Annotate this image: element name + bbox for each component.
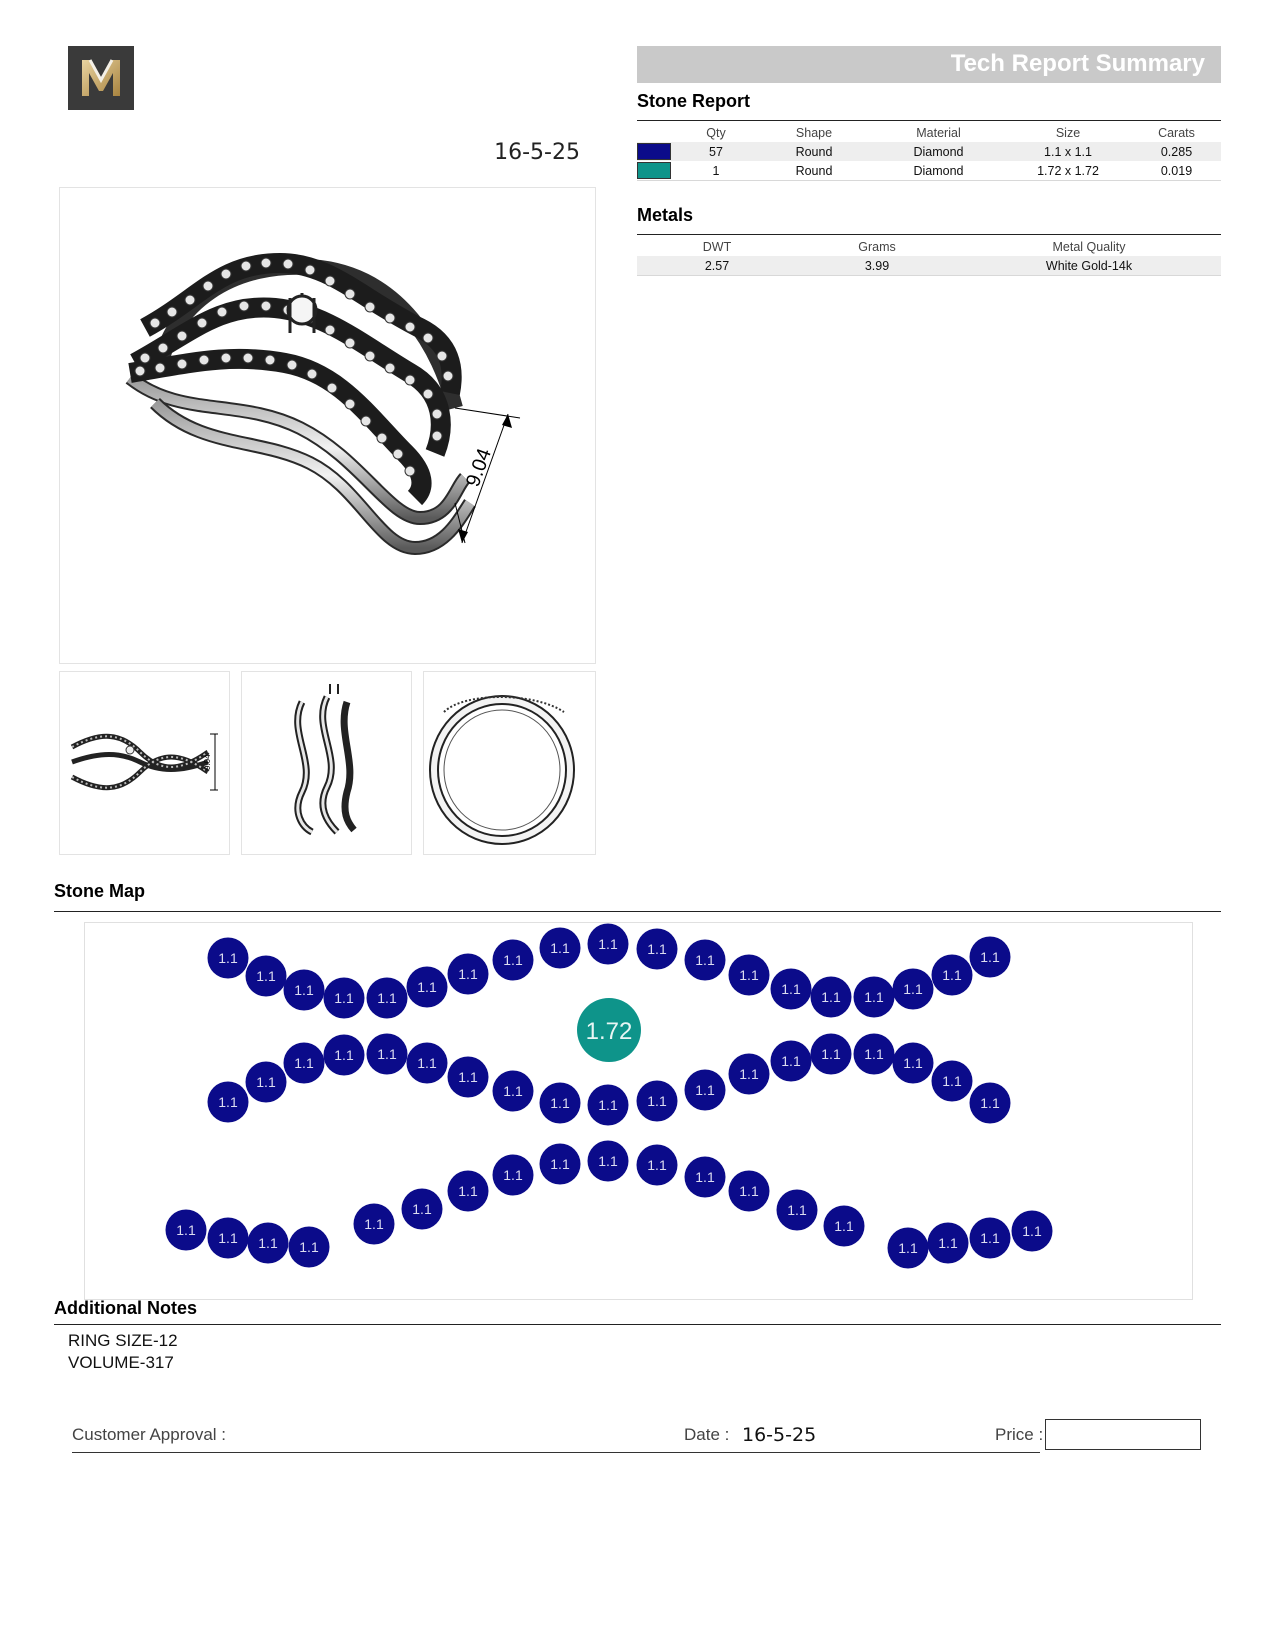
stone-marker-small: [284, 970, 325, 1011]
column-header: Grams: [858, 239, 896, 254]
stone-size-label: 1.1: [417, 979, 437, 995]
stone-size-label: 1.1: [550, 1095, 570, 1111]
stone-marker-small: [928, 1223, 969, 1264]
column-header: Metal Quality: [1052, 239, 1126, 254]
notes-rule: [54, 1324, 1221, 1325]
stone-material: Diamond: [873, 161, 1004, 181]
main-ring-view: [59, 187, 596, 664]
stone-size-label: 1.1: [176, 1222, 196, 1238]
stone-marker-small: [540, 1083, 581, 1124]
stone-marker-small: [771, 969, 812, 1010]
front-view-thumbnail: [59, 671, 230, 855]
report-title: Tech Report Summary: [950, 50, 1205, 77]
stone-marker-small: [811, 1034, 852, 1075]
stone-size-label: 1.1: [980, 949, 1000, 965]
note-ring-size: RING SIZE-12: [68, 1331, 178, 1350]
stone-qty: 1: [677, 161, 755, 181]
stone-marker-small: [932, 1061, 973, 1102]
price-label: Price :: [995, 1425, 1044, 1444]
stone-marker-small: [367, 978, 408, 1019]
stone-size-label: 1.1: [294, 1055, 314, 1071]
stone-color-swatch: [637, 143, 671, 160]
stone-marker-small: [970, 1218, 1011, 1259]
stone-report-table: [637, 123, 1221, 181]
approval-signature-line: [72, 1452, 1040, 1453]
column-header: Qty: [706, 125, 726, 140]
metals-table: [637, 237, 1221, 276]
stone-marker-small: [208, 1082, 249, 1123]
stone-marker-small: [208, 938, 249, 979]
metals-heading: Metals: [637, 205, 694, 225]
stone-size-label: 1.1: [598, 1153, 618, 1169]
stone-marker-small: [407, 1043, 448, 1084]
stone-marker-small: [248, 1223, 289, 1264]
stone-size-label: 1.1: [458, 1069, 478, 1085]
stone-size-label: 1.1: [412, 1201, 432, 1217]
side-view-thumbnail: [241, 671, 412, 855]
stone-size: 1.1 x 1.1: [1004, 142, 1132, 161]
column-header: Shape: [795, 125, 833, 140]
main-dimension-label: 9.04: [462, 445, 497, 490]
stone-map-diagram: [85, 923, 1192, 1299]
metal-dwt: 2.57: [637, 256, 797, 276]
stone-marker-small: [448, 1057, 489, 1098]
company-logo: [68, 46, 134, 110]
stone-marker-small: [367, 1034, 408, 1075]
stone-marker-small: [893, 1043, 934, 1084]
stone-marker-small: [854, 977, 895, 1018]
stone-carats: 0.285: [1132, 142, 1221, 161]
stone-report-header-row: [637, 123, 1221, 142]
stone-marker-small: [970, 1083, 1011, 1124]
stone-marker-small: [284, 1043, 325, 1084]
stone-marker-small: [588, 924, 629, 965]
title-bar: [637, 46, 1221, 83]
stone-qty: 57: [677, 142, 755, 161]
stone-size-label: 1.1: [864, 1046, 884, 1062]
stone-size-label: 1.1: [218, 950, 238, 966]
stone-shape: Round: [755, 142, 873, 161]
stone-size-label: 1.1: [256, 1074, 276, 1090]
stone-marker-small: [324, 1035, 365, 1076]
stone-size-label: 1.1: [781, 1053, 801, 1069]
stone-marker-small: [289, 1227, 330, 1268]
stone-marker-small: [888, 1228, 929, 1269]
stone-marker-small: [540, 1144, 581, 1185]
stone-size-label: 1.1: [938, 1235, 958, 1251]
stone-size-label: 1.1: [550, 1156, 570, 1172]
center-stone-label: 1.72: [585, 1018, 633, 1045]
table-row: [637, 161, 1221, 181]
table-row: [637, 256, 1221, 276]
stone-report-rule: [637, 120, 1221, 121]
stone-marker-small: [354, 1204, 395, 1245]
price-field[interactable]: [1045, 1419, 1201, 1450]
stone-size-label: 1.1: [695, 1169, 715, 1185]
stone-size-label: 1.1: [787, 1202, 807, 1218]
stone-size-label: 1.1: [334, 990, 354, 1006]
stone-marker-small: [729, 1171, 770, 1212]
customer-approval-label: Customer Approval :: [72, 1425, 227, 1444]
stone-marker-small: [932, 955, 973, 996]
stone-size-label: 1.1: [864, 989, 884, 1005]
metal-quality: White Gold-14k: [957, 256, 1221, 276]
stone-marker-small: [729, 955, 770, 996]
column-header: Carats: [1158, 125, 1195, 140]
stone-marker-small: [637, 929, 678, 970]
ring-perspective-illustration: [60, 188, 595, 663]
stone-size-label: 1.1: [364, 1216, 384, 1232]
stone-size-label: 1.1: [258, 1235, 278, 1251]
front-dimension-label: 9.04: [203, 754, 212, 770]
stone-marker-small: [685, 940, 726, 981]
stone-size-label: 1.1: [903, 981, 923, 997]
stone-size-label: 1.1: [739, 967, 759, 983]
metals-header-row: [637, 237, 1221, 256]
stone-size-label: 1.1: [834, 1218, 854, 1234]
stone-marker-small: [324, 978, 365, 1019]
stone-size-label: 1.1: [1022, 1223, 1042, 1239]
table-row: [637, 142, 1221, 161]
stone-size-label: 1.1: [417, 1055, 437, 1071]
stone-marker-small: [407, 967, 448, 1008]
stone-marker-small: [540, 928, 581, 969]
stone-report-heading: Stone Report: [637, 91, 751, 111]
approval-date-value: 16-5-25: [742, 1424, 817, 1446]
stone-map-heading: Stone Map: [54, 881, 146, 901]
stone-size-label: 1.1: [503, 1167, 523, 1183]
stone-size-label: 1.1: [647, 1157, 667, 1173]
stone-marker-small: [685, 1070, 726, 1111]
stone-size-label: 1.1: [647, 941, 667, 957]
stone-size-label: 1.1: [218, 1094, 238, 1110]
stone-carats: 0.019: [1132, 161, 1221, 181]
stone-size-label: 1.1: [294, 982, 314, 998]
stone-size-label: 1.1: [695, 1082, 715, 1098]
stone-marker-small: [811, 977, 852, 1018]
metals-rule: [637, 234, 1221, 235]
stone-size-label: 1.1: [898, 1240, 918, 1256]
stone-size-label: 1.1: [980, 1230, 1000, 1246]
stone-marker-small: [402, 1189, 443, 1230]
stone-marker-small: [588, 1085, 629, 1126]
stone-size-label: 1.1: [695, 952, 715, 968]
stone-marker-small: [729, 1054, 770, 1095]
stone-size-label: 1.1: [458, 966, 478, 982]
stone-marker-small: [1012, 1211, 1053, 1252]
additional-notes-heading: Additional Notes: [54, 1298, 197, 1318]
stone-size-label: 1.1: [739, 1183, 759, 1199]
metal-grams: 3.99: [797, 256, 957, 276]
stone-size-label: 1.1: [256, 968, 276, 984]
stone-color-swatch: [637, 162, 671, 179]
stone-size-label: 1.1: [503, 1083, 523, 1099]
stone-size-label: 1.1: [503, 952, 523, 968]
stone-size-label: 1.1: [942, 967, 962, 983]
stone-marker-small: [166, 1210, 207, 1251]
stone-marker-small: [970, 937, 1011, 978]
stone-marker-small: [588, 1141, 629, 1182]
stone-marker-small: [448, 954, 489, 995]
column-header: DWT: [702, 239, 732, 254]
stone-marker-small: [824, 1206, 865, 1247]
stone-size-label: 1.1: [821, 989, 841, 1005]
stone-marker-small: [637, 1081, 678, 1122]
stone-size-label: 1.1: [821, 1046, 841, 1062]
stone-marker-small: [493, 940, 534, 981]
stone-marker-small: [771, 1041, 812, 1082]
stone-size-label: 1.1: [598, 1097, 618, 1113]
stone-size-label: 1.1: [739, 1066, 759, 1082]
stone-map: [84, 922, 1193, 1300]
stone-shape: Round: [755, 161, 873, 181]
stone-size-label: 1.1: [299, 1239, 319, 1255]
stone-marker-small: [777, 1190, 818, 1231]
stone-marker-small: [208, 1218, 249, 1259]
stone-size-label: 1.1: [458, 1183, 478, 1199]
note-volume: VOLUME-317: [68, 1353, 174, 1372]
stone-marker-center: [577, 998, 641, 1062]
stone-marker-small: [448, 1171, 489, 1212]
top-view-thumbnail: [423, 671, 596, 855]
stone-size-label: 1.1: [218, 1230, 238, 1246]
column-header: Size: [1055, 125, 1081, 140]
stone-size-label: 1.1: [334, 1047, 354, 1063]
stone-marker-small: [637, 1145, 678, 1186]
stone-marker-small: [854, 1034, 895, 1075]
stone-marker-small: [246, 1062, 287, 1103]
stone-size-label: 1.1: [550, 940, 570, 956]
header-date: 16-5-25: [494, 140, 580, 165]
stone-marker-small: [893, 969, 934, 1010]
stone-size: 1.72 x 1.72: [1004, 161, 1132, 181]
stone-size-label: 1.1: [647, 1093, 667, 1109]
date-label: Date :: [684, 1425, 730, 1444]
color-column-header: [637, 123, 677, 142]
column-header: Material: [916, 125, 961, 140]
stone-material: Diamond: [873, 142, 1004, 161]
stone-size-label: 1.1: [377, 1046, 397, 1062]
stone-size-label: 1.1: [598, 936, 618, 952]
stone-size-label: 1.1: [781, 981, 801, 997]
stone-size-label: 1.1: [903, 1055, 923, 1071]
stone-marker-small: [493, 1155, 534, 1196]
stone-marker-small: [493, 1071, 534, 1112]
stone-size-label: 1.1: [377, 990, 397, 1006]
stone-marker-small: [685, 1157, 726, 1198]
stone-size-label: 1.1: [980, 1095, 1000, 1111]
stone-marker-small: [246, 956, 287, 997]
stone-size-label: 1.1: [942, 1073, 962, 1089]
stone-map-rule: [54, 911, 1221, 912]
